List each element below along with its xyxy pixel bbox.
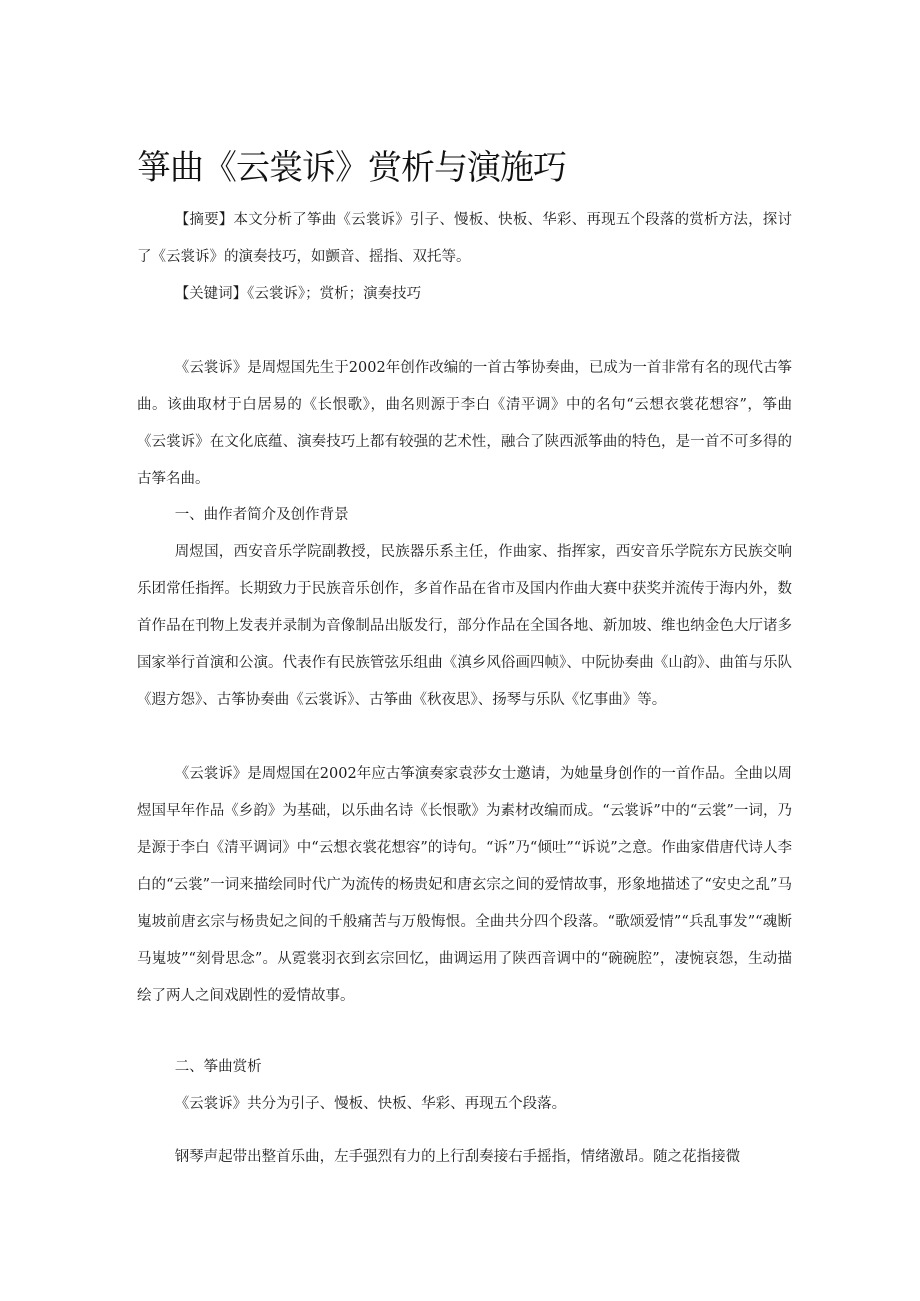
document-title: 箏曲《云裳诉》赏析与演施巧 (137, 148, 566, 188)
body-paragraph-3: 《云裳诉》是周煜国在2002年应古筝演奏家袁莎女士邀请，为她量身创作的一首作品。全曲以周煜国早年作品《乡韵》为基础，以乐曲名诗《长恨歌》为素材改编而成。“云裳诉”中的“云裳”一词，乃是源于李白《清平调词》中“云想衣裳花想容”的诗句。“诉”乃“倾吐”“诉说”之意。作曲家借唐代诗人李白的“云裳”一词来描绘同时代广为流传的杨贵妃和唐玄宗之间的爱情故事，形象地描述了“安史之乱”马嵬坡前唐玄宗与杨贵妃之间的千般痛苦与万般悔恨。全曲共分四个段落。“歌颂爱情”“兵乱事发”“魂断马嵬坡”“刻骨思念”。从霓裳羽衣到玄宗回忆，曲调运用了陕西音调中的“碗碗腔”，凄惋哀怨，生动描绘了两人之间戏剧性的爱情故事。 (137, 766, 792, 1004)
body-paragraph-1: 《云裳诉》是周煜国先生于2002年创作改编的一首古筝协奏曲，已成为一首非常有名的现代古筝曲。该曲取材于白居易的《长恨歌》，曲名则源于李白《清平调》中的名句“云想衣裳花想容”，筝曲《云裳诉》在文化底蕴、演奏技巧上都有较强的艺术性，融合了陕西派筝曲的特色，是一首不可多得的古筝名曲。 (137, 360, 792, 487)
body-paragraph-4: 《云裳诉》共分为引子、慢板、快板、华彩、再现五个段落。 (174, 1096, 567, 1112)
abstract-paragraph: 【摘要】本文分析了筝曲《云裳诉》引子、慢板、快板、华彩、再现五个段落的赏析方法，探讨了《云裳诉》的演奏技巧，如颤音、摇指、双托等。 (137, 212, 792, 265)
keywords-paragraph: 【关键词】《云裳诉》；赏析；演奏技巧 (174, 286, 422, 302)
body-paragraph-2: 周煜国，西安音乐学院副教授，民族器乐系主任，作曲家、指挥家，西安音乐学院东方民族交响乐团常任指挥。长期致力于民族音乐创作，多首作品在省市及国内作曲大赛中获奖并流传于海内外，数首作品在刊物上发表并录制为音像制品出版发行，部分作品在全国各地、新加坡、维也纳金色大厅诸多国家举行首演和公演。代表作有民族管弦乐组曲《滇乡风俗画四帧》、中阮协奏曲《山韵》、曲笛与乐队《遐方怨》、古筝协奏曲《云裳诉》、古筝曲《秋夜思》、扬琴与乐队《忆事曲》等。 (137, 544, 792, 708)
section-heading-2: 二、筝曲赏析 (174, 1059, 262, 1075)
section-heading-1: 一、曲作者简介及创作背景 (174, 507, 349, 523)
body-paragraph-5: 钢琴声起带出整首乐曲，左手强烈有力的上行刮奏接右手摇指，情绪激昂。随之花指接微 (174, 1149, 741, 1165)
